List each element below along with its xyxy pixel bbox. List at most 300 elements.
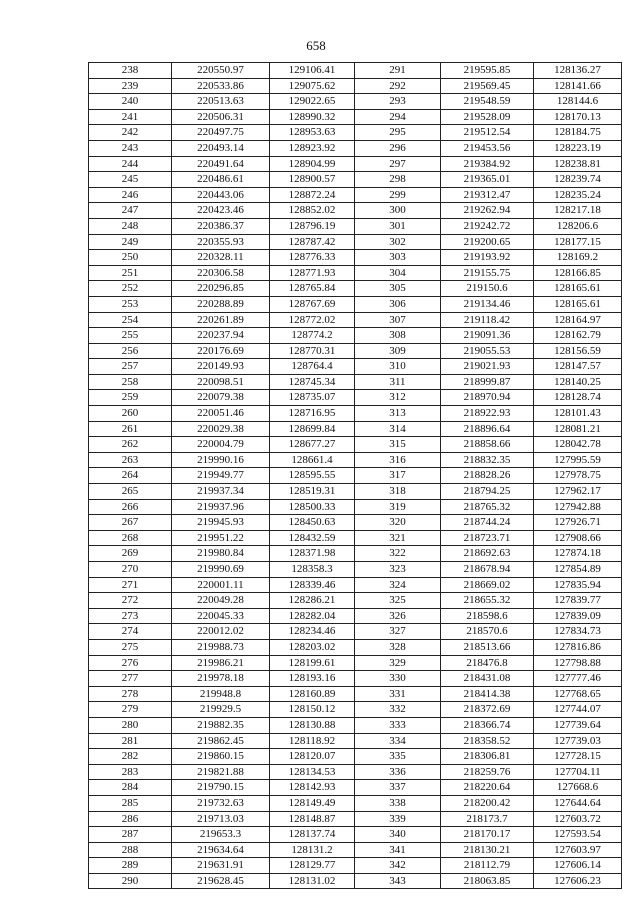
point-number-cell: 307 xyxy=(355,312,441,328)
x-coordinate-cell: 219569.45 xyxy=(441,78,534,94)
x-coordinate-cell: 219312.47 xyxy=(441,187,534,203)
y-coordinate-cell: 128764.4 xyxy=(270,359,355,375)
y-coordinate-cell: 128500.33 xyxy=(270,499,355,515)
y-coordinate-cell: 128136.27 xyxy=(534,63,622,79)
point-number-cell: 323 xyxy=(355,562,441,578)
point-number-cell: 342 xyxy=(355,858,441,874)
x-coordinate-cell: 218200.42 xyxy=(441,795,534,811)
point-number-cell: 275 xyxy=(89,639,172,655)
point-number-cell: 303 xyxy=(355,250,441,266)
table-row xyxy=(89,63,622,79)
y-coordinate-cell: 127926.71 xyxy=(534,515,622,531)
x-coordinate-cell: 219634.64 xyxy=(172,842,270,858)
table-row xyxy=(89,140,622,156)
coordinates-table-body xyxy=(89,63,622,889)
point-number-cell: 295 xyxy=(355,125,441,141)
point-number-cell: 242 xyxy=(89,125,172,141)
table-row xyxy=(89,234,622,250)
x-coordinate-cell: 219021.93 xyxy=(441,359,534,375)
point-number-cell: 265 xyxy=(89,484,172,500)
point-number-cell: 260 xyxy=(89,406,172,422)
point-number-cell: 301 xyxy=(355,218,441,234)
y-coordinate-cell: 128282.04 xyxy=(270,608,355,624)
point-number-cell: 284 xyxy=(89,780,172,796)
x-coordinate-cell: 220045.33 xyxy=(172,608,270,624)
y-coordinate-cell: 128990.32 xyxy=(270,109,355,125)
y-coordinate-cell: 128134.53 xyxy=(270,764,355,780)
x-coordinate-cell: 218570.6 xyxy=(441,624,534,640)
y-coordinate-cell: 128148.87 xyxy=(270,811,355,827)
x-coordinate-cell: 218832.35 xyxy=(441,452,534,468)
x-coordinate-cell: 218259.76 xyxy=(441,764,534,780)
x-coordinate-cell: 218669.02 xyxy=(441,577,534,593)
y-coordinate-cell: 127942.88 xyxy=(534,499,622,515)
table-row xyxy=(89,203,622,219)
table-row xyxy=(89,671,622,687)
point-number-cell: 331 xyxy=(355,686,441,702)
point-number-cell: 306 xyxy=(355,296,441,312)
point-number-cell: 271 xyxy=(89,577,172,593)
x-coordinate-cell: 219262.94 xyxy=(441,203,534,219)
x-coordinate-cell: 219193.92 xyxy=(441,250,534,266)
y-coordinate-cell: 128661.4 xyxy=(270,452,355,468)
x-coordinate-cell: 219091.36 xyxy=(441,328,534,344)
x-coordinate-cell: 218358.52 xyxy=(441,733,534,749)
point-number-cell: 267 xyxy=(89,515,172,531)
point-number-cell: 253 xyxy=(89,296,172,312)
table-row xyxy=(89,156,622,172)
point-number-cell: 333 xyxy=(355,717,441,733)
table-row xyxy=(89,343,622,359)
y-coordinate-cell: 128141.66 xyxy=(534,78,622,94)
x-coordinate-cell: 218858.66 xyxy=(441,437,534,453)
x-coordinate-cell: 219200.65 xyxy=(441,234,534,250)
table-row xyxy=(89,172,622,188)
point-number-cell: 259 xyxy=(89,390,172,406)
y-coordinate-cell: 128770.31 xyxy=(270,343,355,359)
point-number-cell: 274 xyxy=(89,624,172,640)
y-coordinate-cell: 128765.84 xyxy=(270,281,355,297)
y-coordinate-cell: 127839.77 xyxy=(534,593,622,609)
point-number-cell: 286 xyxy=(89,811,172,827)
y-coordinate-cell: 128234.46 xyxy=(270,624,355,640)
table-row xyxy=(89,94,622,110)
y-coordinate-cell: 127835.94 xyxy=(534,577,622,593)
point-number-cell: 247 xyxy=(89,203,172,219)
y-coordinate-cell: 128206.6 xyxy=(534,218,622,234)
y-coordinate-cell: 128235.24 xyxy=(534,187,622,203)
y-coordinate-cell: 128450.63 xyxy=(270,515,355,531)
y-coordinate-cell: 128165.61 xyxy=(534,281,622,297)
point-number-cell: 334 xyxy=(355,733,441,749)
point-number-cell: 264 xyxy=(89,468,172,484)
point-number-cell: 293 xyxy=(355,94,441,110)
x-coordinate-cell: 218372.69 xyxy=(441,702,534,718)
point-number-cell: 337 xyxy=(355,780,441,796)
y-coordinate-cell: 128735.07 xyxy=(270,390,355,406)
table-row xyxy=(89,686,622,702)
table-row xyxy=(89,764,622,780)
y-coordinate-cell: 127995.59 xyxy=(534,452,622,468)
y-coordinate-cell: 127606.23 xyxy=(534,873,622,889)
x-coordinate-cell: 219631.91 xyxy=(172,858,270,874)
y-coordinate-cell: 128772.02 xyxy=(270,312,355,328)
x-coordinate-cell: 220491.64 xyxy=(172,156,270,172)
y-coordinate-cell: 128217.18 xyxy=(534,203,622,219)
y-coordinate-cell: 128193.16 xyxy=(270,671,355,687)
x-coordinate-cell: 218765.32 xyxy=(441,499,534,515)
y-coordinate-cell: 128081.21 xyxy=(534,421,622,437)
point-number-cell: 327 xyxy=(355,624,441,640)
y-coordinate-cell: 128129.77 xyxy=(270,858,355,874)
point-number-cell: 297 xyxy=(355,156,441,172)
x-coordinate-cell: 219980.84 xyxy=(172,546,270,562)
point-number-cell: 320 xyxy=(355,515,441,531)
y-coordinate-cell: 129075.62 xyxy=(270,78,355,94)
point-number-cell: 329 xyxy=(355,655,441,671)
y-coordinate-cell: 128677.27 xyxy=(270,437,355,453)
x-coordinate-cell: 220004.79 xyxy=(172,437,270,453)
point-number-cell: 273 xyxy=(89,608,172,624)
table-row xyxy=(89,421,622,437)
x-coordinate-cell: 219528.09 xyxy=(441,109,534,125)
y-coordinate-cell: 128432.59 xyxy=(270,530,355,546)
x-coordinate-cell: 218414.38 xyxy=(441,686,534,702)
y-coordinate-cell: 128203.02 xyxy=(270,639,355,655)
y-coordinate-cell: 128900.57 xyxy=(270,172,355,188)
x-coordinate-cell: 218431.08 xyxy=(441,671,534,687)
x-coordinate-cell: 219790.15 xyxy=(172,780,270,796)
point-number-cell: 319 xyxy=(355,499,441,515)
table-row xyxy=(89,78,622,94)
coordinates-table xyxy=(88,62,622,889)
x-coordinate-cell: 219948.8 xyxy=(172,686,270,702)
x-coordinate-cell: 218678.94 xyxy=(441,562,534,578)
x-coordinate-cell: 220328.11 xyxy=(172,250,270,266)
x-coordinate-cell: 219990.69 xyxy=(172,562,270,578)
point-number-cell: 268 xyxy=(89,530,172,546)
x-coordinate-cell: 218970.94 xyxy=(441,390,534,406)
x-coordinate-cell: 219951.22 xyxy=(172,530,270,546)
x-coordinate-cell: 219862.45 xyxy=(172,733,270,749)
table-row xyxy=(89,328,622,344)
y-coordinate-cell: 127874.18 xyxy=(534,546,622,562)
x-coordinate-cell: 219937.34 xyxy=(172,484,270,500)
table-row xyxy=(89,780,622,796)
x-coordinate-cell: 219453.56 xyxy=(441,140,534,156)
y-coordinate-cell: 128137.74 xyxy=(270,827,355,843)
x-coordinate-cell: 218366.74 xyxy=(441,717,534,733)
point-number-cell: 276 xyxy=(89,655,172,671)
y-coordinate-cell: 128118.92 xyxy=(270,733,355,749)
y-coordinate-cell: 128169.2 xyxy=(534,250,622,266)
table-row xyxy=(89,811,622,827)
x-coordinate-cell: 218655.32 xyxy=(441,593,534,609)
page-number: 658 xyxy=(306,38,326,53)
point-number-cell: 298 xyxy=(355,172,441,188)
point-number-cell: 335 xyxy=(355,749,441,765)
point-number-cell: 262 xyxy=(89,437,172,453)
point-number-cell: 343 xyxy=(355,873,441,889)
x-coordinate-cell: 220533.86 xyxy=(172,78,270,94)
y-coordinate-cell: 128131.2 xyxy=(270,842,355,858)
y-coordinate-cell: 128595.55 xyxy=(270,468,355,484)
x-coordinate-cell: 219990.16 xyxy=(172,452,270,468)
point-number-cell: 328 xyxy=(355,639,441,655)
point-number-cell: 326 xyxy=(355,608,441,624)
table-row xyxy=(89,842,622,858)
point-number-cell: 240 xyxy=(89,94,172,110)
point-number-cell: 338 xyxy=(355,795,441,811)
point-number-cell: 322 xyxy=(355,546,441,562)
y-coordinate-cell: 128162.79 xyxy=(534,328,622,344)
y-coordinate-cell: 127777.46 xyxy=(534,671,622,687)
x-coordinate-cell: 219548.59 xyxy=(441,94,534,110)
table-row xyxy=(89,499,622,515)
point-number-cell: 312 xyxy=(355,390,441,406)
point-number-cell: 289 xyxy=(89,858,172,874)
x-coordinate-cell: 219628.45 xyxy=(172,873,270,889)
x-coordinate-cell: 220513.63 xyxy=(172,94,270,110)
x-coordinate-cell: 220098.51 xyxy=(172,374,270,390)
point-number-cell: 258 xyxy=(89,374,172,390)
table-row xyxy=(89,733,622,749)
x-coordinate-cell: 218306.81 xyxy=(441,749,534,765)
point-number-cell: 246 xyxy=(89,187,172,203)
point-number-cell: 300 xyxy=(355,203,441,219)
x-coordinate-cell: 218922.93 xyxy=(441,406,534,422)
point-number-cell: 321 xyxy=(355,530,441,546)
x-coordinate-cell: 220012.02 xyxy=(172,624,270,640)
y-coordinate-cell: 127839.09 xyxy=(534,608,622,624)
x-coordinate-cell: 218170.17 xyxy=(441,827,534,843)
x-coordinate-cell: 218598.6 xyxy=(441,608,534,624)
point-number-cell: 310 xyxy=(355,359,441,375)
point-number-cell: 257 xyxy=(89,359,172,375)
x-coordinate-cell: 219055.53 xyxy=(441,343,534,359)
y-coordinate-cell: 128170.13 xyxy=(534,109,622,125)
x-coordinate-cell: 218063.85 xyxy=(441,873,534,889)
x-coordinate-cell: 219150.6 xyxy=(441,281,534,297)
table-row xyxy=(89,109,622,125)
x-coordinate-cell: 219978.18 xyxy=(172,671,270,687)
point-number-cell: 282 xyxy=(89,749,172,765)
point-number-cell: 263 xyxy=(89,452,172,468)
y-coordinate-cell: 127739.64 xyxy=(534,717,622,733)
point-number-cell: 317 xyxy=(355,468,441,484)
x-coordinate-cell: 218692.63 xyxy=(441,546,534,562)
x-coordinate-cell: 220355.93 xyxy=(172,234,270,250)
table-row xyxy=(89,858,622,874)
table-row xyxy=(89,608,622,624)
y-coordinate-cell: 127704.11 xyxy=(534,764,622,780)
point-number-cell: 287 xyxy=(89,827,172,843)
table-row xyxy=(89,406,622,422)
table-row xyxy=(89,281,622,297)
point-number-cell: 285 xyxy=(89,795,172,811)
x-coordinate-cell: 219365.01 xyxy=(441,172,534,188)
y-coordinate-cell: 127668.6 xyxy=(534,780,622,796)
y-coordinate-cell: 128223.19 xyxy=(534,140,622,156)
x-coordinate-cell: 220049.28 xyxy=(172,593,270,609)
point-number-cell: 281 xyxy=(89,733,172,749)
x-coordinate-cell: 219937.96 xyxy=(172,499,270,515)
y-coordinate-cell: 128774.2 xyxy=(270,328,355,344)
table-row xyxy=(89,390,622,406)
point-number-cell: 266 xyxy=(89,499,172,515)
y-coordinate-cell: 128716.95 xyxy=(270,406,355,422)
table-row xyxy=(89,749,622,765)
point-number-cell: 325 xyxy=(355,593,441,609)
y-coordinate-cell: 128796.19 xyxy=(270,218,355,234)
y-coordinate-cell: 128771.93 xyxy=(270,265,355,281)
y-coordinate-cell: 128166.85 xyxy=(534,265,622,281)
y-coordinate-cell: 128519.31 xyxy=(270,484,355,500)
y-coordinate-cell: 128144.6 xyxy=(534,94,622,110)
point-number-cell: 305 xyxy=(355,281,441,297)
point-number-cell: 277 xyxy=(89,671,172,687)
table-row xyxy=(89,515,622,531)
point-number-cell: 339 xyxy=(355,811,441,827)
table-row xyxy=(89,593,622,609)
x-coordinate-cell: 219988.73 xyxy=(172,639,270,655)
x-coordinate-cell: 219882.35 xyxy=(172,717,270,733)
y-coordinate-cell: 128904.99 xyxy=(270,156,355,172)
x-coordinate-cell: 219653.3 xyxy=(172,827,270,843)
y-coordinate-cell: 128165.61 xyxy=(534,296,622,312)
y-coordinate-cell: 128142.93 xyxy=(270,780,355,796)
x-coordinate-cell: 218896.64 xyxy=(441,421,534,437)
point-number-cell: 238 xyxy=(89,63,172,79)
y-coordinate-cell: 128953.63 xyxy=(270,125,355,141)
point-number-cell: 239 xyxy=(89,78,172,94)
x-coordinate-cell: 220261.89 xyxy=(172,312,270,328)
point-number-cell: 330 xyxy=(355,671,441,687)
x-coordinate-cell: 219945.93 xyxy=(172,515,270,531)
y-coordinate-cell: 128872.24 xyxy=(270,187,355,203)
y-coordinate-cell: 128199.61 xyxy=(270,655,355,671)
y-coordinate-cell: 128177.15 xyxy=(534,234,622,250)
y-coordinate-cell: 127593.54 xyxy=(534,827,622,843)
y-coordinate-cell: 128150.12 xyxy=(270,702,355,718)
table-row xyxy=(89,655,622,671)
y-coordinate-cell: 128147.57 xyxy=(534,359,622,375)
x-coordinate-cell: 220176.69 xyxy=(172,343,270,359)
y-coordinate-cell: 128358.3 xyxy=(270,562,355,578)
x-coordinate-cell: 218173.7 xyxy=(441,811,534,827)
table-row xyxy=(89,265,622,281)
y-coordinate-cell: 129106.41 xyxy=(270,63,355,79)
point-number-cell: 314 xyxy=(355,421,441,437)
y-coordinate-cell: 128120.07 xyxy=(270,749,355,765)
y-coordinate-cell: 127744.07 xyxy=(534,702,622,718)
point-number-cell: 270 xyxy=(89,562,172,578)
x-coordinate-cell: 220306.58 xyxy=(172,265,270,281)
point-number-cell: 249 xyxy=(89,234,172,250)
table-row xyxy=(89,125,622,141)
y-coordinate-cell: 129022.65 xyxy=(270,94,355,110)
y-coordinate-cell: 128130.88 xyxy=(270,717,355,733)
x-coordinate-cell: 220493.14 xyxy=(172,140,270,156)
table-row xyxy=(89,218,622,234)
x-coordinate-cell: 218130.21 xyxy=(441,842,534,858)
y-coordinate-cell: 128787.42 xyxy=(270,234,355,250)
point-number-cell: 304 xyxy=(355,265,441,281)
x-coordinate-cell: 218112.79 xyxy=(441,858,534,874)
x-coordinate-cell: 220079.38 xyxy=(172,390,270,406)
y-coordinate-cell: 127908.66 xyxy=(534,530,622,546)
y-coordinate-cell: 128156.59 xyxy=(534,343,622,359)
table-row xyxy=(89,359,622,375)
point-number-cell: 291 xyxy=(355,63,441,79)
y-coordinate-cell: 127644.64 xyxy=(534,795,622,811)
y-coordinate-cell: 127606.14 xyxy=(534,858,622,874)
x-coordinate-cell: 220001.11 xyxy=(172,577,270,593)
point-number-cell: 251 xyxy=(89,265,172,281)
table-row xyxy=(89,624,622,640)
point-number-cell: 288 xyxy=(89,842,172,858)
point-number-cell: 250 xyxy=(89,250,172,266)
table-row xyxy=(89,187,622,203)
point-number-cell: 302 xyxy=(355,234,441,250)
y-coordinate-cell: 127739.03 xyxy=(534,733,622,749)
x-coordinate-cell: 219242.72 xyxy=(441,218,534,234)
x-coordinate-cell: 220486.61 xyxy=(172,172,270,188)
x-coordinate-cell: 219512.54 xyxy=(441,125,534,141)
x-coordinate-cell: 218723.71 xyxy=(441,530,534,546)
table-row xyxy=(89,717,622,733)
point-number-cell: 309 xyxy=(355,343,441,359)
x-coordinate-cell: 218744.24 xyxy=(441,515,534,531)
point-number-cell: 261 xyxy=(89,421,172,437)
y-coordinate-cell: 127834.73 xyxy=(534,624,622,640)
table-row xyxy=(89,546,622,562)
table-row xyxy=(89,827,622,843)
x-coordinate-cell: 218220.64 xyxy=(441,780,534,796)
y-coordinate-cell: 128140.25 xyxy=(534,374,622,390)
y-coordinate-cell: 128042.78 xyxy=(534,437,622,453)
y-coordinate-cell: 128238.81 xyxy=(534,156,622,172)
point-number-cell: 336 xyxy=(355,764,441,780)
table-row xyxy=(89,250,622,266)
y-coordinate-cell: 128923.92 xyxy=(270,140,355,156)
y-coordinate-cell: 127962.17 xyxy=(534,484,622,500)
table-row xyxy=(89,374,622,390)
y-coordinate-cell: 128101.43 xyxy=(534,406,622,422)
point-number-cell: 308 xyxy=(355,328,441,344)
point-number-cell: 283 xyxy=(89,764,172,780)
point-number-cell: 279 xyxy=(89,702,172,718)
x-coordinate-cell: 219384.92 xyxy=(441,156,534,172)
point-number-cell: 299 xyxy=(355,187,441,203)
point-number-cell: 294 xyxy=(355,109,441,125)
y-coordinate-cell: 128767.69 xyxy=(270,296,355,312)
point-number-cell: 269 xyxy=(89,546,172,562)
y-coordinate-cell: 128339.46 xyxy=(270,577,355,593)
x-coordinate-cell: 219595.85 xyxy=(441,63,534,79)
x-coordinate-cell: 219134.46 xyxy=(441,296,534,312)
y-coordinate-cell: 128131.02 xyxy=(270,873,355,889)
point-number-cell: 256 xyxy=(89,343,172,359)
point-number-cell: 252 xyxy=(89,281,172,297)
x-coordinate-cell: 220149.93 xyxy=(172,359,270,375)
point-number-cell: 272 xyxy=(89,593,172,609)
point-number-cell: 332 xyxy=(355,702,441,718)
x-coordinate-cell: 218999.87 xyxy=(441,374,534,390)
y-coordinate-cell: 127728.15 xyxy=(534,749,622,765)
point-number-cell: 292 xyxy=(355,78,441,94)
table-row xyxy=(89,639,622,655)
